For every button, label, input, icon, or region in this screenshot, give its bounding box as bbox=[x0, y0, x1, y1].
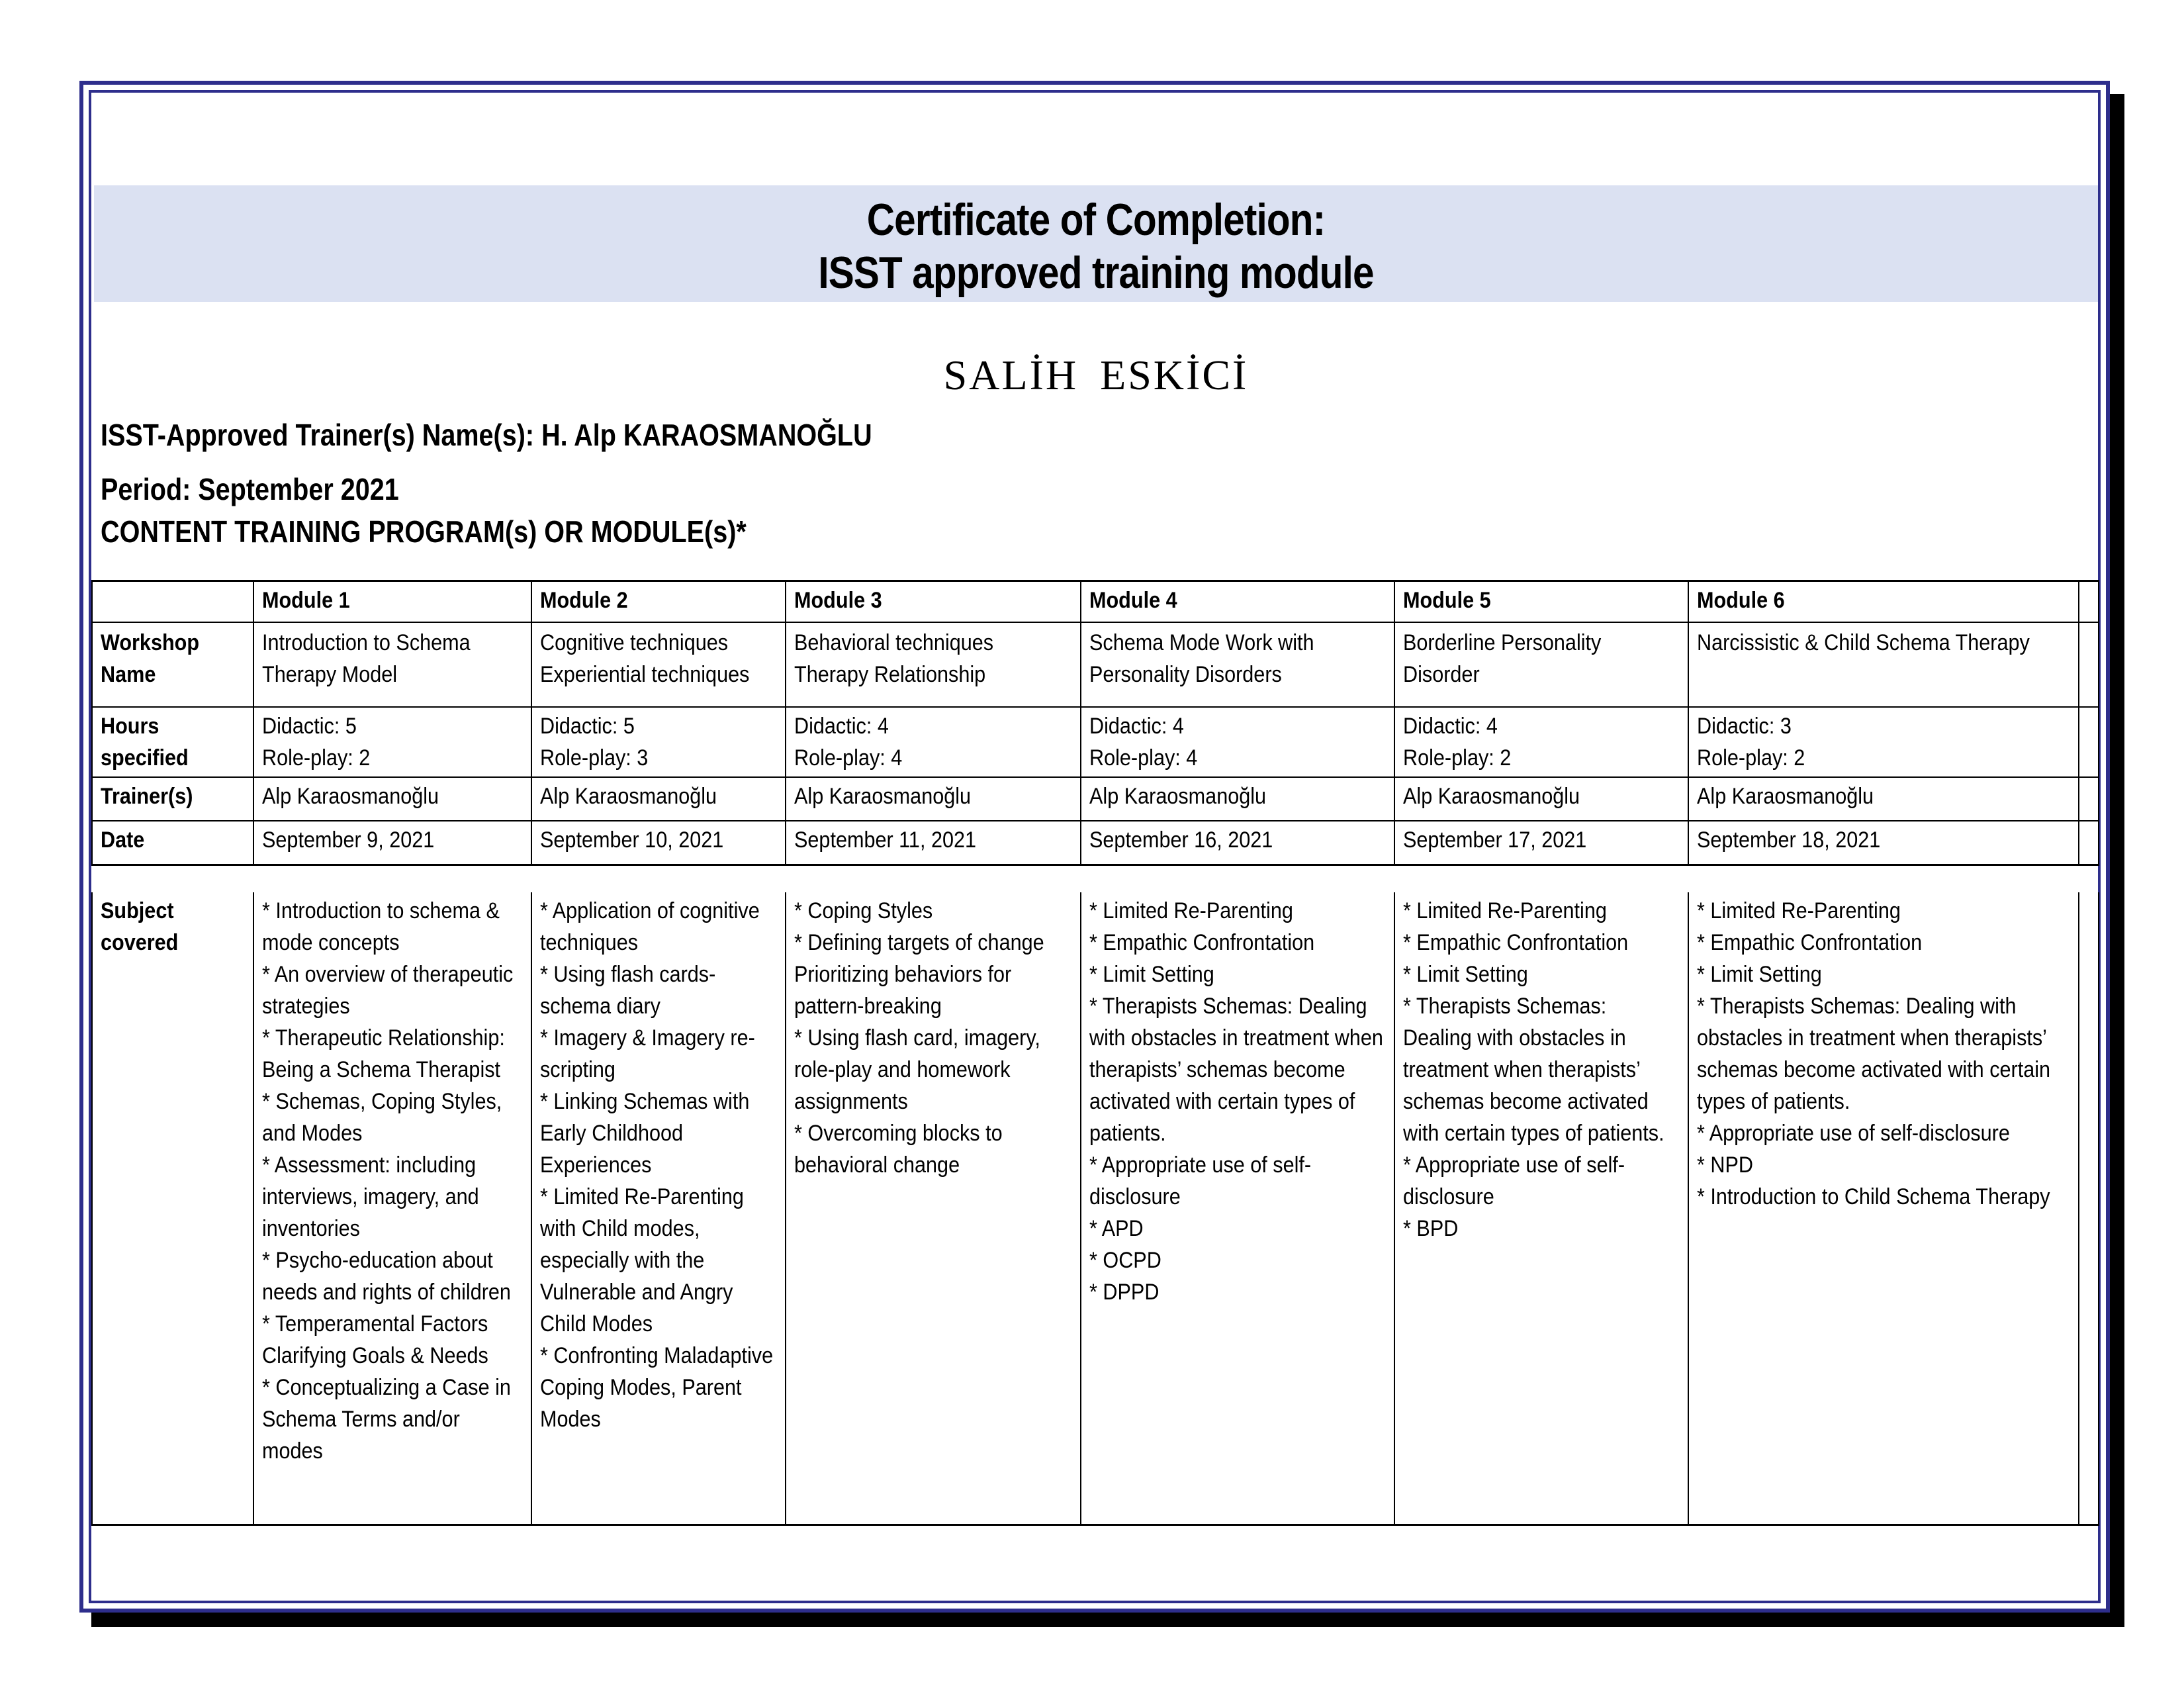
title-band bbox=[94, 185, 2098, 302]
subject-cell bbox=[531, 892, 786, 1525]
subject-item: * Imagery & Imagery re-scripting bbox=[540, 1025, 755, 1082]
subject-item: * Using flash card, imagery, role-play and homework assignments bbox=[794, 1025, 1040, 1114]
subject-item: * Empathic Confrontation bbox=[1403, 930, 1629, 955]
period-line: Period: September 2021 bbox=[101, 472, 399, 506]
row-label-date: Date bbox=[92, 821, 253, 865]
workshop-name: Introduction to Schema Therapy Model bbox=[253, 622, 531, 707]
roleplay-hours: Role-play: 3 bbox=[540, 745, 649, 771]
table-tail-cell bbox=[2079, 707, 2099, 777]
subject-item: * Temperamental Factors Clarifying Goals & Needs bbox=[262, 1311, 488, 1368]
hours-cell bbox=[1394, 707, 1688, 777]
subject-cell bbox=[253, 892, 531, 1525]
subject-item: * NPD bbox=[1697, 1152, 1754, 1178]
didactic-hours: Didactic: 4 bbox=[1403, 714, 1498, 739]
subject-item: * Limit Setting bbox=[1697, 962, 1822, 987]
table-tail-cell bbox=[2079, 821, 2099, 865]
trainer-cell: Alp Karaosmanoğlu bbox=[531, 777, 786, 821]
trainer-cell: Alp Karaosmanoğlu bbox=[1394, 777, 1688, 821]
roleplay-hours: Role-play: 2 bbox=[262, 745, 371, 771]
hours-row bbox=[92, 707, 2099, 777]
trainers-row bbox=[92, 777, 2099, 821]
date-cell: September 16, 2021 bbox=[1081, 821, 1394, 865]
roleplay-hours: Role-play: 2 bbox=[1697, 745, 1805, 771]
table-gap-cell bbox=[92, 865, 2099, 893]
subject-item: * Coping Styles bbox=[794, 898, 933, 923]
table-tail-cell bbox=[2079, 892, 2099, 1525]
subject-item: * Appropriate use of self-disclosure bbox=[1697, 1121, 2010, 1146]
module-header: Module 6 bbox=[1688, 581, 2079, 623]
subject-item: * Using flash cards- schema diary bbox=[540, 962, 716, 1019]
subject-item: * APD bbox=[1089, 1216, 1144, 1241]
row-label-workshop: Workshop Name bbox=[92, 622, 253, 707]
module-header: Module 4 bbox=[1081, 581, 1394, 623]
subject-cell bbox=[1688, 892, 2079, 1525]
subject-item: * Schemas, Coping Styles, and Modes bbox=[262, 1089, 502, 1146]
trainer-cell: Alp Karaosmanoğlu bbox=[1081, 777, 1394, 821]
module-header: Module 2 bbox=[531, 581, 786, 623]
hours-cell bbox=[786, 707, 1081, 777]
certificate-title-line1: Certificate of Completion: bbox=[866, 195, 1326, 245]
hours-cell bbox=[531, 707, 786, 777]
content-heading: CONTENT TRAINING PROGRAM(s) OR MODULE(s)* bbox=[101, 514, 747, 549]
table-tail-cell bbox=[2079, 777, 2099, 821]
didactic-hours: Didactic: 3 bbox=[1697, 714, 1792, 739]
date-row bbox=[92, 821, 2099, 865]
subject-item: * Overcoming blocks to behavioral change bbox=[794, 1121, 1003, 1178]
subject-item: * Conceptualizing a Case in Schema Terms and/or modes bbox=[262, 1375, 511, 1464]
subject-item: * Limit Setting bbox=[1089, 962, 1214, 987]
modules-table bbox=[91, 580, 2099, 1526]
subject-item: * Linking Schemas with Early Childhood Experiences bbox=[540, 1089, 750, 1178]
subject-item: * Empathic Confrontation bbox=[1697, 930, 1923, 955]
certificate-title-line2: ISST approved training module bbox=[818, 248, 1374, 298]
subject-item: Prioritizing behaviors for pattern-breaking bbox=[794, 962, 1012, 1019]
subject-item: * Limited Re-Parenting bbox=[1403, 898, 1607, 923]
subject-item: * Limited Re-Parenting with Child modes, especially with the Vulnerable and Angry Child Modes bbox=[540, 1184, 744, 1336]
subject-item: * Application of cognitive techniques bbox=[540, 898, 760, 955]
module-header: Module 3 bbox=[786, 581, 1081, 623]
row-label-subject: Subject covered bbox=[92, 892, 253, 1525]
hours-cell bbox=[1688, 707, 2079, 777]
workshop-name: Borderline Personality Disorder bbox=[1394, 622, 1688, 707]
row-label-hours: Hours specified bbox=[92, 707, 253, 777]
subject-item: * Psycho-education about needs and rights of children bbox=[262, 1248, 511, 1305]
table-header-row bbox=[92, 581, 2099, 623]
didactic-hours: Didactic: 4 bbox=[1089, 714, 1184, 739]
didactic-hours: Didactic: 4 bbox=[794, 714, 889, 739]
subject-item: * DPPD bbox=[1089, 1280, 1160, 1305]
hours-cell bbox=[1081, 707, 1394, 777]
subject-item: * Introduction to schema & mode concepts bbox=[262, 898, 500, 955]
subject-item: * OCPD bbox=[1089, 1248, 1161, 1273]
roleplay-hours: Role-play: 4 bbox=[1089, 745, 1198, 771]
workshop-row bbox=[92, 622, 2099, 707]
table-tail-cell bbox=[2079, 581, 2099, 623]
subject-item: * Empathic Confrontation bbox=[1089, 930, 1315, 955]
subject-item: * Appropriate use of self- disclosure bbox=[1089, 1152, 1312, 1209]
subject-item: * Appropriate use of self- disclosure bbox=[1403, 1152, 1625, 1209]
subject-item: * Defining targets of change bbox=[794, 930, 1044, 955]
subject-cell bbox=[1081, 892, 1394, 1525]
subject-item: * Limit Setting bbox=[1403, 962, 1528, 987]
recipient-name: SALİH ESKİCİ bbox=[943, 352, 1249, 399]
trainer-cell: Alp Karaosmanoğlu bbox=[786, 777, 1081, 821]
date-cell: September 11, 2021 bbox=[786, 821, 1081, 865]
module-header: Module 5 bbox=[1394, 581, 1688, 623]
subject-item: * Therapists Schemas: Dealing with obstacles in treatment when therapists’ schemas become activated with certain types of patients. bbox=[1697, 994, 2051, 1114]
table-gap-row bbox=[92, 865, 2099, 893]
table-tail-cell bbox=[2079, 622, 2099, 707]
date-cell: September 18, 2021 bbox=[1688, 821, 2079, 865]
trainers-line: ISST-Approved Trainer(s) Name(s): H. Alp KARAOSMANOĞLU bbox=[101, 418, 872, 452]
roleplay-hours: Role-play: 2 bbox=[1403, 745, 1512, 771]
date-cell: September 17, 2021 bbox=[1394, 821, 1688, 865]
subject-item: * An overview of therapeutic strategies bbox=[262, 962, 514, 1019]
trainer-cell: Alp Karaosmanoğlu bbox=[253, 777, 531, 821]
didactic-hours: Didactic: 5 bbox=[540, 714, 635, 739]
subject-item: * BPD bbox=[1403, 1216, 1459, 1241]
subject-item: * Limited Re-Parenting bbox=[1089, 898, 1293, 923]
subject-item: * Therapeutic Relationship: Being a Schema Therapist bbox=[262, 1025, 505, 1082]
subject-item: * Limited Re-Parenting bbox=[1697, 898, 1901, 923]
subject-row bbox=[92, 892, 2099, 1525]
workshop-name: Schema Mode Work with Personality Disorders bbox=[1081, 622, 1394, 707]
didactic-hours: Didactic: 5 bbox=[262, 714, 357, 739]
subject-item: * Therapists Schemas: Dealing with obstacles in treatment when therapists’ schemas become activated with certain types of patients. bbox=[1403, 994, 1664, 1146]
row-label-trainers: Trainer(s) bbox=[92, 777, 253, 821]
subject-item: * Therapists Schemas: Dealing with obstacles in treatment when therapists’ schemas become activated with certain types of patients. bbox=[1089, 994, 1383, 1146]
workshop-name: Behavioral techniques Therapy Relationship bbox=[786, 622, 1081, 707]
table-corner-cell bbox=[92, 581, 253, 623]
subject-item: * Assessment: including interviews, imagery, and inventories bbox=[262, 1152, 479, 1241]
trainer-cell: Alp Karaosmanoğlu bbox=[1688, 777, 2079, 821]
module-header: Module 1 bbox=[253, 581, 531, 623]
subject-item: * Introduction to Child Schema Therapy bbox=[1697, 1184, 2050, 1209]
hours-cell bbox=[253, 707, 531, 777]
date-cell: September 9, 2021 bbox=[253, 821, 531, 865]
subject-item: * Confronting Maladaptive Coping Modes, Parent Modes bbox=[540, 1343, 774, 1432]
roleplay-hours: Role-play: 4 bbox=[794, 745, 903, 771]
workshop-name: Cognitive techniques Experiential techniques bbox=[531, 622, 786, 707]
workshop-name: Narcissistic & Child Schema Therapy bbox=[1688, 622, 2079, 707]
subject-cell bbox=[1394, 892, 1688, 1525]
subject-cell bbox=[786, 892, 1081, 1525]
date-cell: September 10, 2021 bbox=[531, 821, 786, 865]
